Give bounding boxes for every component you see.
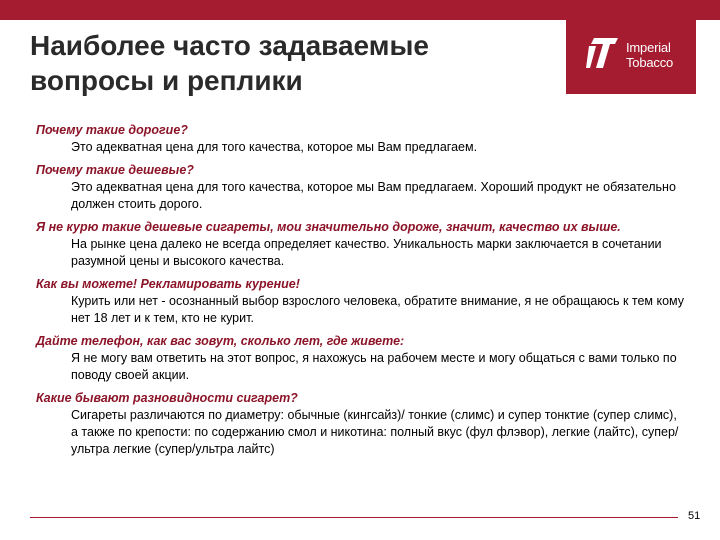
faq-list [36, 122, 686, 464]
faq-answer: Сигареты различаются по диаметру: обычные (кингсайз)/ тонкие (слимс) и супер тонктие (супер слимс), а также по крепости: по содержанию смол и никотина: полный вкус (фул флэвор), легкие (лайтс), супер/ультра легкие (супер/ультра лайтс) [71, 408, 679, 456]
page-title-line-2: вопросы и реплики [30, 65, 303, 96]
logo-mark-icon [586, 32, 622, 72]
faq-answer: Я не могу вам ответить на этот вопрос, я нахожусь на рабочем месте и могу общаться с вами только по поводу своей акции. [71, 351, 677, 382]
faq-question: Какие бывают разновидности сигарет? [36, 391, 298, 405]
faq-question: Я не курю такие дешевые сигареты, мои значительно дороже, значит, качество их выше. [36, 220, 621, 234]
faq-question: Почему такие дешевые? [36, 163, 194, 177]
logo-text-line-2: Tobacco [626, 55, 674, 70]
footer-divider [30, 517, 678, 518]
faq-answer: На рынке цена далеко не всегда определяет качество. Уникальность марки заключается в сочетании разумной цены и высокого качества. [71, 237, 662, 268]
page-title [30, 28, 550, 98]
logo-text-line-1: Imperial [626, 40, 671, 55]
logo-text [626, 40, 673, 70]
imperial-tobacco-logo [566, 20, 696, 94]
faq-item [36, 276, 686, 327]
faq-question: Почему такие дорогие? [36, 123, 188, 137]
faq-item [36, 219, 686, 270]
faq-answer: Курить или нет - осознанный выбор взрослого человека, обратите внимание, я не обращаюсь к тем кому нет 18 лет и к тем, кто не курит. [71, 294, 685, 325]
faq-question: Как вы можете! Рекламировать курение! [36, 277, 300, 291]
faq-answer: Это адекватная цена для того качества, которое мы Вам предлагаем. Хороший продукт не обязательно должен стоить дорого. [71, 180, 676, 211]
top-bar [0, 0, 720, 20]
faq-item [36, 162, 686, 213]
faq-item [36, 390, 686, 458]
faq-question: Дайте телефон, как вас зовут, сколько лет, где живете: [36, 334, 405, 348]
page-number: 51 [688, 510, 701, 522]
faq-answer: Это адекватная цена для того качества, которое мы Вам предлагаем. [71, 140, 478, 154]
page-title-line-1: Наиболее часто задаваемые [30, 30, 429, 61]
faq-item [36, 122, 686, 156]
faq-item [36, 333, 686, 384]
